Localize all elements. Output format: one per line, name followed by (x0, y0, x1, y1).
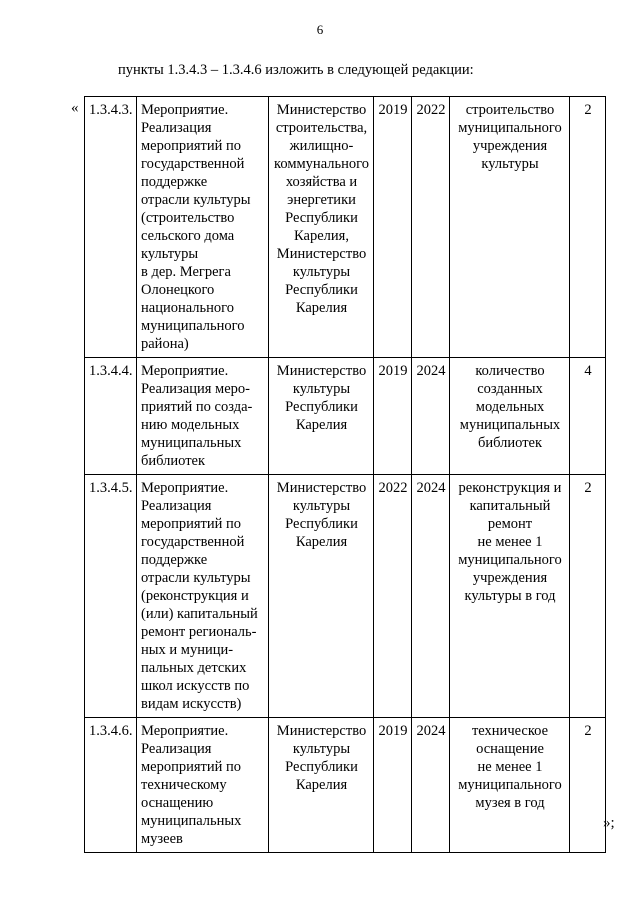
measure-title-line: Реализация меро- (141, 381, 250, 397)
executor (269, 475, 374, 718)
indicator-line: культуры в год (464, 588, 556, 604)
measure-title-line: (строительство (141, 210, 235, 226)
indicator-line: созданных (477, 381, 543, 397)
year-end: 2024 (412, 718, 450, 853)
measure-title-line: Мероприятие. (141, 723, 229, 739)
executor-line: Министерство (276, 363, 367, 379)
measure-title-line: отрасли культуры (141, 570, 251, 586)
indicator-line: оснащение (476, 741, 544, 757)
close-quote: »; (603, 815, 615, 831)
indicator-line: техническое (471, 723, 549, 739)
measures-table (84, 96, 606, 853)
indicator-line: учреждения (472, 138, 548, 154)
executor-line: Республики (285, 282, 358, 298)
item-number: 1.3.4.4. (85, 358, 137, 475)
executor-line: культуры (292, 741, 351, 757)
executor-line: Карелия (295, 534, 348, 550)
executor-line: культуры (292, 498, 351, 514)
measure-title-line: Мероприятие. (141, 363, 229, 379)
measure-title-line: Реализация (141, 498, 212, 514)
executor-line: Карелия, (294, 228, 349, 244)
indicator (450, 475, 570, 718)
executor-line: Карелия (295, 417, 348, 433)
year-start: 2019 (374, 358, 412, 475)
executor-line: Республики (285, 399, 358, 415)
indicator-line: модельных (475, 399, 545, 415)
indicator-line: не менее 1 (477, 759, 543, 775)
executor-line: Республики (285, 516, 358, 532)
indicator-line: строительство (465, 102, 555, 118)
measure-title-line: сельского дома (141, 228, 235, 244)
indicator-line: ремонт (487, 516, 533, 532)
measure-title-line: Олонецкого (141, 282, 215, 298)
measure-title (137, 97, 269, 358)
executor (269, 358, 374, 475)
indicator-line: музея в год (475, 795, 545, 811)
indicator-value: 4 (570, 358, 606, 475)
table-row (85, 97, 606, 358)
indicator (450, 358, 570, 475)
indicator-line: муниципального (458, 552, 562, 568)
executor (269, 718, 374, 853)
indicator-line: муниципального (458, 120, 562, 136)
executor-line: Республики (285, 210, 358, 226)
measure-title-line: мероприятий по (141, 138, 242, 154)
measure-title-line: Реализация (141, 120, 212, 136)
table-body (85, 97, 606, 853)
executor-line: жилищно- (289, 138, 354, 154)
year-start: 2022 (374, 475, 412, 718)
indicator-line: муниципального (458, 777, 562, 793)
executor-line: строительства, (275, 120, 368, 136)
measure-title-line: мероприятий по (141, 759, 242, 775)
measure-title-line: приятий по созда- (141, 399, 253, 415)
executor-line: Министерство (276, 723, 367, 739)
measure-title-line: поддержке (141, 552, 208, 568)
executor-line: Министерство (276, 102, 367, 118)
measure-title-line: видам искусств) (141, 696, 242, 712)
measure-title-line: государственной (141, 156, 245, 172)
executor-line: Республики (285, 759, 358, 775)
indicator-line: муниципальных (459, 417, 561, 433)
executor (269, 97, 374, 358)
indicator-value: 2 (570, 718, 606, 853)
executor-line: энергетики (287, 192, 356, 208)
indicator-line: библиотек (477, 435, 543, 451)
measure-title-line: (реконструкция и (141, 588, 249, 604)
indicator-value: 2 (570, 97, 606, 358)
measure-title-line: государственной (141, 534, 245, 550)
year-start: 2019 (374, 718, 412, 853)
indicator-line: не менее 1 (477, 534, 543, 550)
year-start: 2019 (374, 97, 412, 358)
indicator-line: капитальный (469, 498, 551, 514)
measure-title-line: муниципальных (141, 813, 242, 829)
measure-title-line: (или) капитальный (141, 606, 258, 622)
measure-title-line: в дер. Мегрега (141, 264, 231, 280)
executor-line: коммунального (274, 156, 369, 172)
executor-line: Карелия (295, 777, 348, 793)
indicator-line: реконструкция и (458, 480, 562, 496)
executor-line: культуры (292, 264, 351, 280)
executor-line: Министерство (276, 246, 367, 262)
measure-title-line: поддержке (141, 174, 208, 190)
year-end: 2022 (412, 97, 450, 358)
item-number: 1.3.4.5. (85, 475, 137, 718)
measure-title-line: района) (141, 336, 189, 352)
measure-title-line: Реализация (141, 741, 212, 757)
page-number: 6 (316, 22, 324, 37)
measure-title-line: музеев (141, 831, 183, 847)
executor-line: хозяйства и (285, 174, 358, 190)
item-number: 1.3.4.6. (85, 718, 137, 853)
measure-title-line: пальных детских (141, 660, 247, 676)
measure-title (137, 358, 269, 475)
measure-title-line: библиотек (141, 453, 206, 469)
table-row (85, 718, 606, 853)
indicator-line: количество (475, 363, 545, 379)
measure-title-line: нию модельных (141, 417, 240, 433)
year-end: 2024 (412, 358, 450, 475)
measure-title (137, 718, 269, 853)
measure-title-line: Мероприятие. (141, 102, 229, 118)
measure-title-line: школ искусств по (141, 678, 250, 694)
measure-title-line: мероприятий по (141, 516, 242, 532)
executor-line: Министерство (276, 480, 367, 496)
indicator-line: учреждения (472, 570, 548, 586)
executor-line: Карелия (295, 300, 348, 316)
executor-line: культуры (292, 381, 351, 397)
measure-title-line: национального (141, 300, 234, 316)
measure-title-line: оснащению (141, 795, 214, 811)
measure-title-line: отрасли культуры (141, 192, 251, 208)
measure-title-line: муниципального (141, 318, 245, 334)
indicator (450, 97, 570, 358)
indicator-value: 2 (570, 475, 606, 718)
open-quote: « (71, 100, 79, 116)
intro-text: пункты 1.3.4.3 – 1.3.4.6 изложить в следующей редакции: (118, 62, 474, 78)
measure-title-line: культуры (141, 246, 199, 262)
measure-title-line: муниципальных (141, 435, 242, 451)
measure-title-line: ремонт региональ- (141, 624, 257, 640)
year-end: 2024 (412, 475, 450, 718)
measure-title (137, 475, 269, 718)
measure-title-line: техническому (141, 777, 227, 793)
table-row (85, 358, 606, 475)
table-row (85, 475, 606, 718)
item-number: 1.3.4.3. (85, 97, 137, 358)
measure-title-line: ных и муници- (141, 642, 234, 658)
indicator (450, 718, 570, 853)
indicator-line: культуры (481, 156, 539, 172)
measure-title-line: Мероприятие. (141, 480, 229, 496)
